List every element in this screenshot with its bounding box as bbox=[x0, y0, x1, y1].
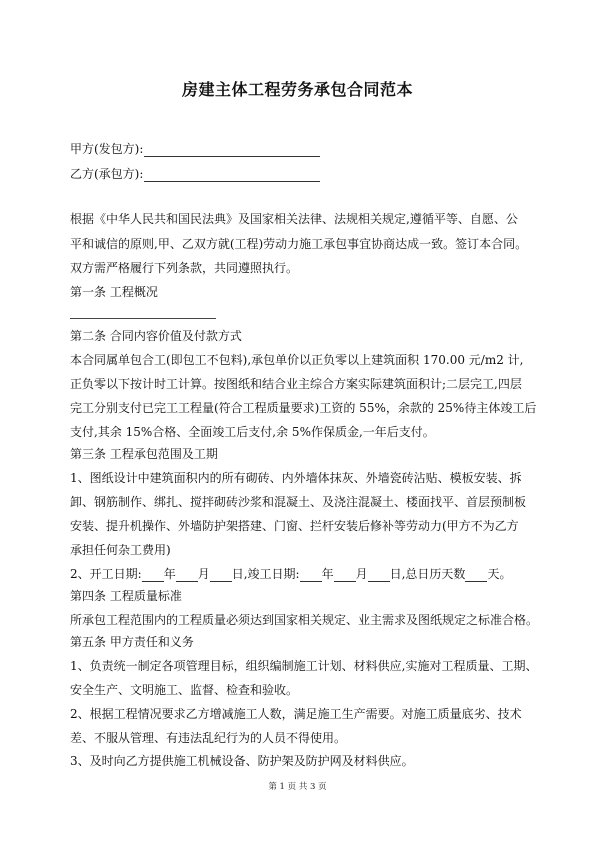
document-title: 房建主体工程劳务承包合同范本 bbox=[181, 80, 413, 99]
month-label: 月 bbox=[355, 567, 368, 581]
article-5-line: 1、负责统一制定各项管理目标，组织编制施工计划、材料供应,实施对工程质量、工期、 bbox=[70, 659, 538, 673]
days-label: 天。 bbox=[487, 567, 512, 581]
year-label: 年 bbox=[163, 567, 176, 581]
party-b-line bbox=[70, 166, 320, 182]
article-5-line: 差、不服从管理、有违法乱纪行为的人员不得使用。 bbox=[70, 731, 347, 745]
preamble-line: 根据《中华人民共和国民法典》及国家相关法律、法规相关规定,遵循平等、自愿、公 bbox=[70, 212, 518, 226]
month-label: 月 bbox=[197, 567, 210, 581]
preamble-line: 平和诚信的原则,甲、乙双方就(工程)劳动力施工承包事宜协商达成一致。签订本合同。 bbox=[70, 237, 528, 251]
party-b-label: 乙方(承包方): bbox=[70, 167, 144, 181]
start-date-label: 2、开工日期: bbox=[70, 567, 142, 581]
party-a-line bbox=[70, 141, 320, 157]
article-5-line: 安全生产、文明施工、监督、检查和验收。 bbox=[70, 683, 299, 697]
article-1-heading: 第一条 工程概况 bbox=[70, 285, 158, 299]
article-3-line: 承担任何杂工费用) bbox=[70, 543, 171, 557]
article-2-line: 正负零以下按计时工计算。按图纸和结合业主综合方案实际建筑面积计;二层完工,四层 bbox=[70, 377, 522, 391]
article-2-heading: 第二条 合同内容价值及付款方式 bbox=[70, 329, 242, 343]
year-label: 年 bbox=[321, 567, 334, 581]
article-4-line: 所承包工程范围内的工程质量必须达到国家相关规定、业主需求及图纸规定之标准合格。 bbox=[70, 613, 539, 627]
article-5-line: 2、根据工程情况要求乙方增减施工人数，满足施工生产需要。对施工质量底劣、技术 bbox=[70, 707, 522, 721]
total-days-blank bbox=[465, 569, 487, 582]
party-a-label: 甲方(发包方): bbox=[70, 142, 144, 156]
article-3-line: 安装、提升机操作、外墙防护架搭建、门窗、拦杆安装后修补等劳动力(甲方不为乙方 bbox=[70, 519, 519, 533]
start-month-blank bbox=[176, 569, 198, 582]
start-day-blank bbox=[210, 569, 232, 582]
article-2-line: 完工分别支付已完工工程量(符合工程质量要求)工资的 55%，余款的 25%待主体竣工后 bbox=[70, 401, 537, 415]
article-2-line: 本合同属单包合工(即包工不包料),承包单价以正负零以上建筑面积 170.00 元/m2 计, bbox=[70, 353, 524, 367]
total-days-label: 日,总日历天数 bbox=[389, 567, 466, 581]
end-date-label: 日,竣工日期: bbox=[231, 567, 300, 581]
article-3-heading: 第三条 工程承包范围及工期 bbox=[70, 447, 218, 461]
article-1-blank-line bbox=[70, 318, 216, 319]
article-3-line: 1、图纸设计中建筑面积内的所有砌砖、内外墙体抹灰、外墙瓷砖沾贴、模板安装、拆 bbox=[70, 471, 522, 485]
end-year-blank bbox=[300, 569, 322, 582]
preamble-line: 双方需严格履行下列条款，共同遵照执行。 bbox=[70, 261, 299, 275]
end-month-blank bbox=[334, 569, 356, 582]
start-year-blank bbox=[142, 569, 164, 582]
article-4-heading: 第四条 工程质量标准 bbox=[70, 589, 182, 603]
party-a-blank bbox=[144, 143, 320, 157]
article-5-line: 3、及时向乙方提供施工机械设备、防护架及防护网及材料供应。 bbox=[70, 754, 414, 768]
end-day-blank bbox=[368, 569, 390, 582]
article-3-line: 卸、钢筋制作、绑扎、搅拌砌砖沙浆和混凝土、及浇注混凝土、楼面找平、首层预制板 bbox=[70, 495, 527, 509]
party-b-blank bbox=[144, 168, 320, 182]
article-2-line: 支付,其余 15%合格、全面竣工后支付,余 5%作保质金,一年后支付。 bbox=[70, 425, 435, 439]
work-period-line bbox=[70, 566, 511, 582]
article-5-heading: 第五条 甲方责任和义务 bbox=[70, 635, 194, 649]
page-number-footer: 第 1 页 共 3 页 bbox=[268, 782, 327, 792]
